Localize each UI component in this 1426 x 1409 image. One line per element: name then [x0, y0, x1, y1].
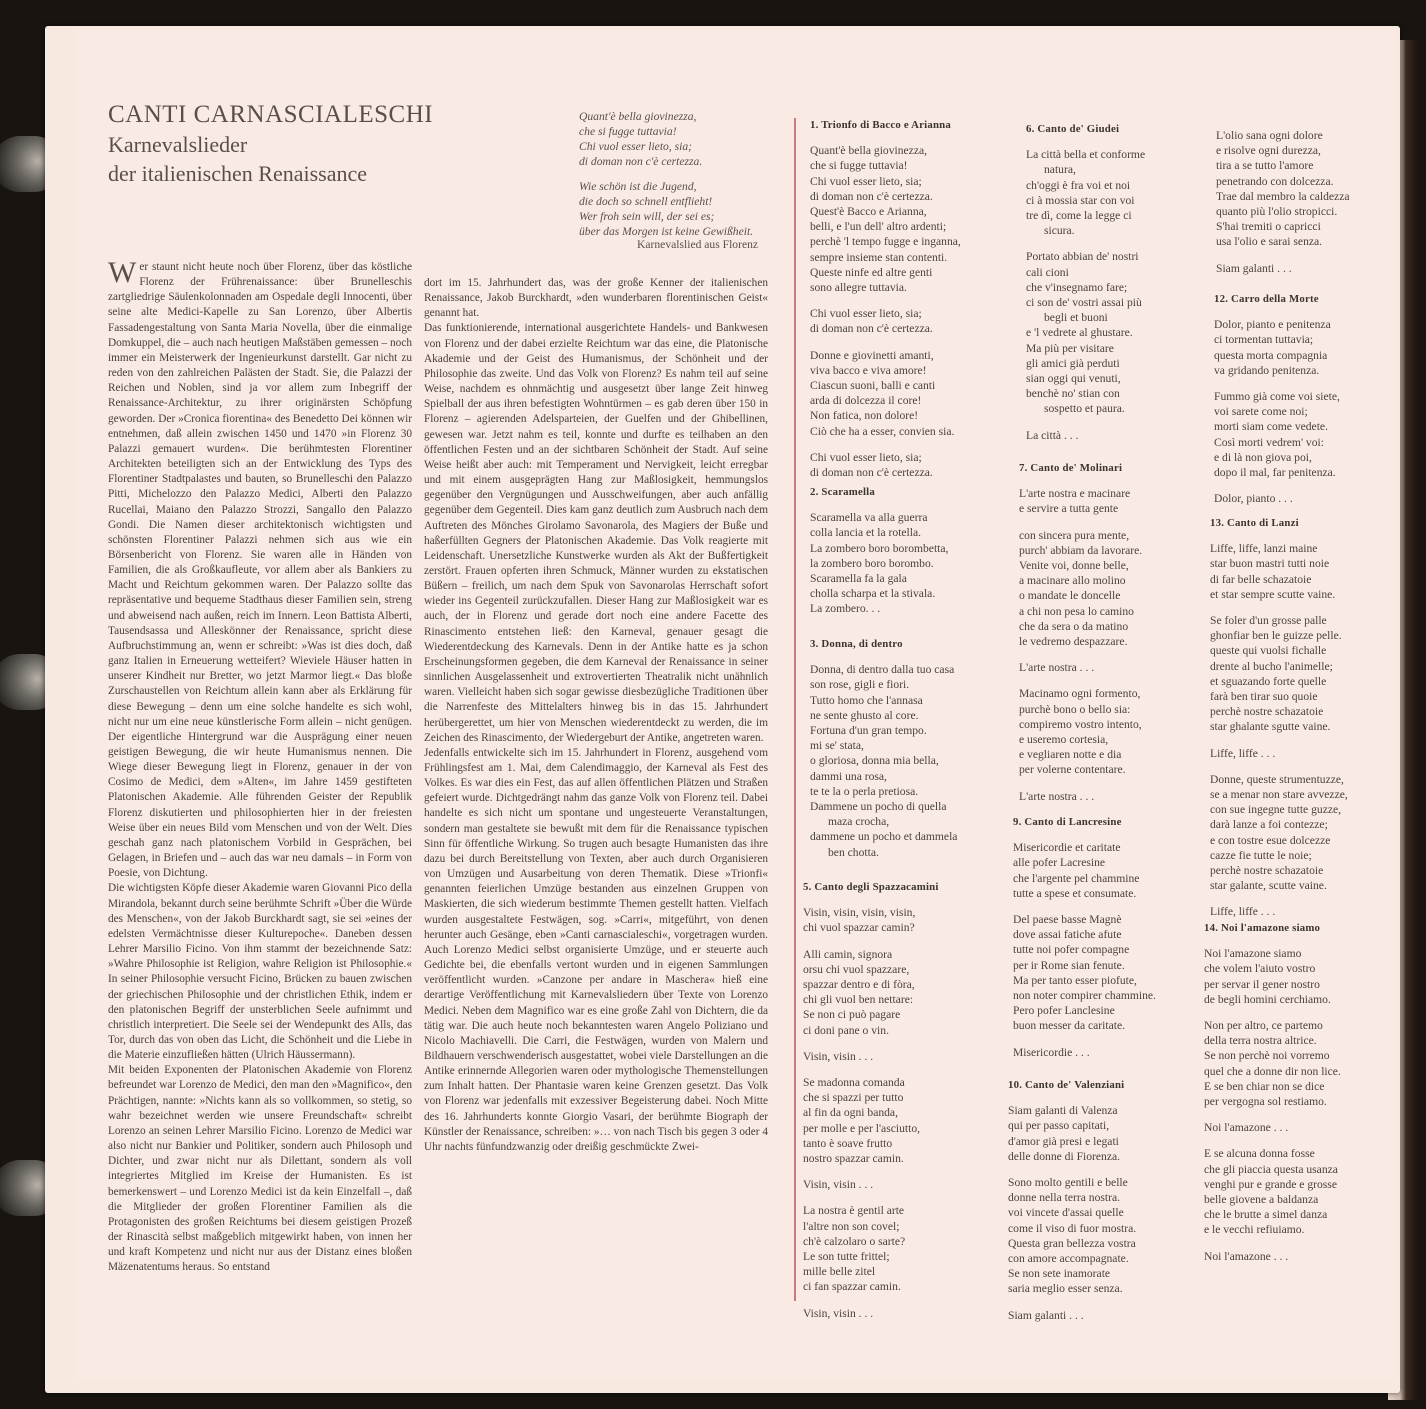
stanza-gap: [803, 936, 993, 947]
song-line: che le brutte a simel danza: [1204, 1208, 1328, 1222]
song-12: [1214, 292, 1384, 506]
stanza-gap: [1019, 517, 1189, 528]
stanza-gap: [1019, 778, 1189, 789]
song-line: te te la o perla pretiosa.: [810, 784, 919, 798]
stanza-gap: [803, 1192, 993, 1203]
song-line: se a menar non stare avvezze,: [1210, 788, 1348, 802]
column-divider: [794, 118, 796, 1301]
song-line: d'amor già presi e legati: [1008, 1134, 1119, 1148]
stanza-gap: [1214, 378, 1384, 389]
song-line: ne sente ghusto al core.: [810, 708, 919, 722]
essay-column-1: [108, 256, 412, 1275]
song-line: l'altre non son covel;: [803, 1219, 900, 1233]
song-line: et sguazando forte quelle: [1210, 674, 1327, 688]
song-line: dammi una rosa,: [810, 769, 887, 783]
song-line: per molle e per l'asciutto,: [803, 1121, 921, 1135]
song-line: questa morta compagnia: [1214, 348, 1328, 362]
song-line: Tutto homo che l'annasa: [810, 693, 923, 707]
song-line: Ciò che ha a esser, convien sia.: [810, 424, 955, 438]
song-line: e servire a tutta gente: [1019, 502, 1119, 516]
song-line: e di là non giova poi,: [1214, 450, 1312, 464]
song-line: la zombero boro borombo.: [810, 556, 934, 570]
song-7: [1019, 461, 1189, 804]
song-line: donne nella terra nostra.: [1008, 1191, 1121, 1205]
song-line: alle pofer Lacresine: [1013, 856, 1106, 870]
essay-paragraph: Die wichtigsten Köpfe dieser Akademie waren Giovanni Pico della Mirandola, bekannt durch seine berühmte Schrift »Über die Würde des Menschen«, von der Jakob Burckhardt sagt, sie sei »eines der edelsten Vermächtnisse dieser Kulturepoche«. Daneben dessen Lehrer Marsilio Ficino. Von ihm stammt der bezeichnende Satz: »Wahre Philosophie ist Religion, wahre Religion ist Philosophie.« In seiner Philosophie versucht Ficino, Brücken zu bauen zwischen der griechischen Philosophie und der christlichen Ethik, indem er den platonischen Begriff der unsterblichen Seele aufnimmt und christlich interpretiert. Die Seele sei der Wendepunkt des Alls, das Tor, durch das von oben das Licht, die Schönheit und die Liebe in die Materie einzufließen hätten (Ulrich Häussermann).: [108, 882, 412, 1062]
song-line: sian oggi qui venuti,: [1026, 372, 1121, 386]
stanza-gap: [1008, 1297, 1178, 1308]
song-line: morti siam come vedete.: [1214, 420, 1328, 434]
song-1: [810, 118, 1000, 480]
essay-column-2: [424, 276, 768, 1155]
song-line: sicura.: [1044, 224, 1075, 238]
song-line: buon messer da caritate.: [1013, 1019, 1126, 1033]
song-title: 13. Canto di Lanzi: [1210, 517, 1299, 529]
epigraph-line: Chi vuol esser lieto, sia;: [579, 140, 693, 153]
song-6: [1026, 122, 1196, 443]
song-line: ghonfiar ben le guizze pelle.: [1210, 629, 1342, 643]
stanza-gap: [1204, 1007, 1384, 1018]
song-line: L'olio sana ogni dolore: [1216, 129, 1323, 142]
song-line: Del paese basse Magnè: [1013, 913, 1122, 927]
song-line: della terra nostra altrice.: [1204, 1034, 1317, 1048]
stanza-gap: [1019, 649, 1189, 660]
song-line: ci tormentan tuttavia;: [1214, 333, 1314, 347]
song-line: che l'argente pel chammine: [1013, 871, 1140, 885]
song-line: perchè nostre schazatoie: [1210, 864, 1324, 878]
song-line: Liffe, liffe, lanzi maine: [1210, 542, 1318, 556]
song-line: purchè bono o bello sia:: [1019, 702, 1131, 716]
song-line: Se non sete inamorate: [1008, 1267, 1111, 1281]
song-line: ch'è calzolaro o sarte?: [803, 1234, 906, 1248]
song-line: Fummo già come voi siete,: [1214, 390, 1340, 404]
song-line: compiremo vostro intento,: [1019, 717, 1142, 731]
song-line: voi vincete d'assai quelle: [1008, 1206, 1124, 1220]
song-line: e con tostre esue dolcezze: [1210, 833, 1331, 847]
essay-paragraph: Mit beiden Exponenten der Platonischen Akademie von Florenz befreundet war Lorenzo de Medici, den man den »Magnifico«, den Prächtigen, nannte: »Nichts kann als so vollkommen, so stetig, so wahr bezeichnet werden wie unsere Freundschaft« schreibt Lorenzo an seinen Lehrer Marsilio Ficino. Lorenzo de Medici war also nicht nur Bankier und Politiker, sondern auch Philosoph und Dichter, und zwar nicht nur als Dilettant, sondern als voll integriertes Mitglied im Kreise der Humanisten. Es ist bemerkenswert – und Lorenzo Medici ist da kein Einzelfall –, daß die Mitglieder der großen Florentiner Familien als die Protagonisten des großen Reichtums bei diesem geistigen Prozeß der Rinascità selbst maßgeblich mitgewirkt haben, von innen her und kraft Kompetenz und nicht nur aus der Distanz eines bloßen Mäzenatentums heraus. So entstand: [108, 1064, 412, 1274]
song-line: che si spazzi per tutto: [803, 1091, 904, 1105]
subtitle-line-1: Karnevalslieder: [108, 132, 248, 157]
subtitle-line-2: der italienischen Renaissance: [108, 161, 368, 186]
song-line: Se non perchè noi vorremo: [1204, 1049, 1330, 1063]
song-line: e vegliaren notte e dia: [1019, 748, 1122, 762]
song-line: dove assai fatiche afute: [1013, 928, 1122, 942]
stanza-gap: [1210, 602, 1380, 613]
stanza-gap: [803, 1064, 993, 1075]
song-line: Liffe, liffe . . .: [1210, 905, 1276, 919]
song-line: delle donne di Fiorenza.: [1008, 1149, 1121, 1163]
song-line: Liffe, liffe . . .: [1210, 746, 1276, 760]
song-line: La zombero. . .: [810, 602, 881, 616]
stanza-gap: [1210, 761, 1380, 772]
song-line: Se foler d'un grosse palle: [1210, 614, 1327, 628]
song-title: 10. Canto de' Valenziani: [1008, 1079, 1125, 1091]
song-line: L'arte nostra . . .: [1019, 789, 1095, 803]
song-line: star buon mastri tutti noie: [1210, 557, 1330, 571]
song-line: Trae dal membro la caldezza: [1216, 189, 1350, 203]
stanza-gap: [1210, 893, 1380, 904]
song-title: 12. Carro della Morte: [1214, 293, 1319, 305]
stanza-gap: [1019, 675, 1189, 686]
song-line: che da sera o da matino: [1019, 619, 1129, 633]
song-line: Ma per tanto esser piofute,: [1013, 973, 1137, 987]
song-line: sono allegre tuttavia.: [810, 281, 907, 295]
song-line: a macinare allo molino: [1019, 574, 1126, 588]
song-line: queste qui vuolsi fichalle: [1210, 644, 1327, 658]
drop-cap: W: [108, 256, 137, 289]
song-line: saria meglio esser senza.: [1008, 1282, 1123, 1296]
song-line: et star sempre scutte vaine.: [1210, 587, 1336, 601]
song-line: S'hai tremiti o capricci: [1216, 220, 1321, 234]
essay-paragraph: dort im 15. Jahrhundert das, was der große Kenner der italienischen Renaissance, Jakob Burckhardt, »den wunderbaren florentinischen Geist« genannt hat.: [424, 277, 768, 320]
essay-paragraph: Das funktionierende, international ausgerichtete Handels- und Bankwesen von Florenz und der dabei erzielte Reichtum war das eine, die Platonische Akademie und der Geist des Humanismus, der Schönheit und der Philosophie das zweite. Und das Volk von Florenz? Es nahm teil auf seine Weise, nachdem es ohnmächtig und ausgesetzt über lange Zeit hinweg Spielball der aus ihren befestigten Wohntürmen – es gab deren über 150 in Florenz – agierenden Adelsparteien, der Guelfen und der Ghibellinen, gewesen war. Jetzt nahm es teil, konnte und durfte es teilhaben an den öffentlichen Festen und an der sichtbaren Schönheit der Stadt. Auf seine Weise heißt aber auch: mit Temperament und Nervigkeit, leicht erregbar und mit einem ausgeprägten Hang zur Maßlosigkeit, hemmungslos gegenüber den Vergnügungen und Ausschweifungen, aber auch anfällig gegenüber dem Gegenteil. Dies kam ganz deutlich zum Ausbruch nach dem Auftreten des Mönches Girolamo Savonarola, des Magiers der Buße und haßerfüllten Gegners der Platonischen Akademie. Das Volk reagierte mit Leidenschaft. Unersetzliche Kunstwerke wurden als Akt der Bußfertigkeit zerstört. Frauen opferten ihren Schmuck, Männer wurden zu ekstatischen Büßern – freilich, um nach dem Spuk von Savonarolas Herrschaft sofort wieder ins Gegenteil zurückzufallen. Dieser Hang zur Maßlosigkeit war es auch, der in Florenz und gerade dort noch eine andere Facette des Rinascimento entstehen ließ: den Karneval, genauer gesagt die Wiederentdeckung des Karnevals. Denn in der Antike hatte es ja schon Erscheinungsformen gegeben, die dem Karneval der Renaissance in seiner sinnlichen Ausgelassenheit und extrovertierten Theatralik nicht unähnlich waren. Vielleicht haben sich sogar gewisse diesbezügliche Traditionen über die Narrenfeste des Mittelalters hinweg bis in das 15. Jahrhundert herübergerettet, um hier von Menschen wiederentdeckt zu werden, die im Zeichen des Rinascimento, der Wiedergeburt der Antike, angetreten waren.: [424, 322, 768, 744]
song-line: Se non ci può pagare: [803, 1008, 901, 1022]
song-line: e useremo cortesia,: [1019, 733, 1109, 747]
song-line: Visin, visin . . .: [803, 1049, 874, 1063]
song-line: cali cioni: [1026, 265, 1069, 279]
song-line: Donna, di dentro dalla tuo casa: [810, 663, 955, 677]
song-line: Noi l'amazone siamo: [1204, 947, 1302, 961]
song-line: purch' abbiam da lavorare.: [1019, 543, 1143, 557]
song-line: usa l'olio e sarai senza.: [1216, 235, 1323, 249]
song-line: Noi l'amazone . . .: [1204, 1121, 1289, 1135]
song-line: o mandate le doncelle: [1019, 589, 1121, 603]
song-line: ci à mossia star con voi: [1026, 193, 1135, 207]
song-line: perchè 'l tempo fugge e inganna,: [810, 235, 961, 249]
song-line: di doman non c'è certezza.: [810, 189, 933, 203]
stanza-gap: [803, 1166, 993, 1177]
song-line: qui per passo capitati,: [1008, 1119, 1110, 1133]
song-line: tre dì, come la legge ci: [1026, 209, 1132, 223]
song-line: Fortuna d'un gran tempo.: [810, 724, 927, 738]
song-line: Questa gran bellezza vostra: [1008, 1236, 1136, 1250]
epigraph-source: Karnevalslied aus Florenz: [637, 238, 759, 251]
song-line: chi vuol spazzar camin?: [803, 921, 915, 935]
song-2: [810, 485, 1000, 617]
song-line: maza crocha,: [828, 815, 890, 829]
stanza-gap: [1008, 1164, 1178, 1175]
song-line: Se madonna comanda: [803, 1076, 905, 1090]
song-line: chi gli vuol ben nettare:: [803, 993, 914, 1007]
song-line: arda di dolcezza il core!: [810, 394, 922, 408]
song-line: di far belle schazatoie: [1210, 572, 1312, 586]
song-line: ci doni pane o vin.: [803, 1023, 889, 1037]
song-line: Siam galanti . . .: [1008, 1308, 1084, 1322]
song-title: 3. Donna, di dentro: [810, 638, 903, 650]
stanza-gap: [810, 439, 1000, 450]
song-line: begli et buoni: [1044, 311, 1108, 325]
song-line: e le vecchi refiuiamo.: [1204, 1223, 1305, 1237]
stanza-gap: [803, 1295, 993, 1306]
song-line: sospetto et paura.: [1044, 402, 1125, 416]
song-line: Donne, queste strumentuzze,: [1210, 772, 1344, 786]
song-line: E se alcuna donna fosse: [1204, 1147, 1315, 1161]
stanza-gap: [810, 337, 1000, 348]
epigraph: [579, 109, 779, 239]
song-line: che si fugge tuttavia!: [810, 159, 908, 173]
stanza-gap: [1214, 480, 1384, 491]
song-line: per ir Rome sian fenute.: [1013, 958, 1125, 972]
epigraph-line: Wer froh sein will, der sei es;: [579, 210, 715, 223]
song-title: 5. Canto degli Spazzacamini: [803, 881, 939, 893]
song-line: con sincera pura mente,: [1019, 528, 1130, 542]
stanza-gap: [1210, 735, 1380, 746]
song-line: ben chotta.: [828, 845, 879, 859]
song-5: [803, 880, 993, 1321]
song-line: Misericordie et caritate: [1013, 841, 1121, 855]
song-line: Così morti vedrem' voi:: [1214, 435, 1324, 449]
song-line: Visin, visin . . .: [803, 1306, 874, 1320]
song-title: 7. Canto de' Molinari: [1019, 462, 1123, 474]
song-title: 14. Noi l'amazone siamo: [1204, 922, 1321, 934]
song-line: Visin, visin, visin, visin,: [803, 906, 916, 920]
essay-paragraph: Wer staunt nicht heute noch über Florenz, über das köstliche Florenz der Frührenaissance: über Brunelleschis zartgliedrige Säulenkolonnaden am Ospedale degli Innocenti, über seine alte Medici-Kapelle zu San Lorenzo, über Albertis Fassadengestaltung von Santa Maria Novella, über die einmalige Domkuppel, die – auch nach heutigen Maßstäben gemessen – noch immer ein Meisterwerk der Ingenieurkunst darstellt. Gar nicht zu reden von den zahlreichen Palästen der Stadt. Sie, die Palazzi der Reichen und Noblen, sind ja vor allem zum Inbegriff der Renaissance-Architektur, zu ihrer originärsten Schöpfung geworden. Der »Cronica fiorentina« des Benedetto Dei können wir entnehmen, daß allein zwischen 1450 und 1470 »in Florenz 30 Palazzi gemauert wurden«. Die berühmtesten Florentiner Architekten beteiligten sich an der Entwicklung des Typs des Florentiner Stadtpalastes und bauten, so Brunelleschi den Palazzo Pitti, Michelozzo den Palazzo Medici, Alberti den Palazzo Rucellai, Maiano den Palazzo Strozzi, Sangallo den Palazzo Gondi. Die Namen dieser architektonisch wichtigsten und schönsten Florentiner Palazzi nehmen sich aus wie ein Börsenbericht von Florenz. Sie waren alle in Händen von Familien, die als Großkaufleute, vor allem aber als Bankiers zu Macht und Reichtum gekommen waren. Der Palazzo sollte das repräsentative und bequeme Stadthaus dieser Familien sein, streng und abweisend nach außen, reich im Innern. Leon Battista Alberti, Tausendsassa und Alleskönner der Renaissance, spricht diese Aufbruchstimmung an, wenn er schreibt: »Was ist dies doch, daß ganz Italien in Erneuerung wetteifert? Wieviele Häuser hatten in unserer Kindheit nur Bretter, wo jetzt Marmor liegt.« Das bloße Zurschaustellen von Reichtum allein kann aber als Erklärung für diese Bewegung – denn um eine solche handelte es sich wohl, nicht nur um eine neue künstlerische Form allein – nicht genügen. Der eigentliche Hintergrund war die Ausprägung einer neuen geistigen Bewegung, die wir heute Humanismus nennen. Die Wiege dieser Bewegung liegt in Florenz, genauer in der von Cosimo de Medici, dem »Alten«, im Jahre 1459 gestifteten Platonischen Akademie. Alle führenden Geister der Republik Florenz diskutierten und philosophierten hier in der freiesten Weise über ein neues Bild vom Menschen und von der Welt. Dies geschah ganz nach platonischem Vorbild in Gesprächen, bei Gelagen, in Briefen und – auch das war neu damals – in Form von Poesie, von Dichtung.: [108, 256, 412, 880]
song-line: drente al bucho l'animelle;: [1210, 659, 1333, 673]
song-line: Non per altro, ce partemo: [1204, 1019, 1323, 1033]
stanza-gap: [1204, 1238, 1384, 1249]
song-line: belle giovene a baldanza: [1204, 1193, 1319, 1207]
song-line: dammene un pocho et dammela: [810, 830, 958, 844]
epigraph-line: die doch so schnell entflieht!: [579, 195, 713, 208]
stanza-gap: [1026, 417, 1196, 428]
song-line: darà lanze a foi contezze;: [1210, 818, 1328, 832]
song-line: Alli camin, signora: [803, 947, 893, 961]
song-line: e 'l vedrete al ghustare.: [1026, 326, 1133, 340]
song-title: 9. Canto di Lancresine: [1013, 816, 1122, 828]
song-line: L'arte nostra . . .: [1019, 661, 1095, 675]
song-line: dopo il mal, far penitenza.: [1214, 466, 1336, 480]
epigraph-line: Wie schön ist die Jugend,: [579, 180, 697, 193]
epigraph-line: di doman non c'è certezza.: [579, 155, 703, 168]
song-line: cazze fie tutte le noie;: [1210, 848, 1312, 862]
song-line: Ma più per visitare: [1026, 341, 1114, 355]
song-line: E se ben chiar non se dice: [1204, 1079, 1325, 1093]
song-line: tutte noi pofer compagne: [1013, 943, 1130, 957]
song-line: belli, e l'un dell' altro ardenti;: [810, 220, 947, 234]
song-line: quel che a donne dir non lice.: [1204, 1064, 1341, 1078]
song-line: le vedremo despazzare.: [1019, 635, 1128, 649]
song-13: [1210, 516, 1380, 920]
song-title: 6. Canto de' Giudei: [1026, 123, 1120, 135]
song-line: Portato abbian de' nostri: [1026, 250, 1139, 264]
page-title: CANTI CARNASCIALESCHI: [108, 101, 434, 128]
song-line: cholla scharpa et la stivala.: [810, 587, 936, 601]
song-line: tutte a spese et consumate.: [1013, 886, 1137, 900]
song-3: [810, 637, 1000, 860]
song-line: benchè no' stian con: [1026, 387, 1120, 401]
song-line: Chi vuol esser lieto, sia;: [810, 307, 922, 321]
song-line: mi se' stata,: [810, 739, 864, 753]
song-line: Scaramella fa la gala: [810, 572, 907, 586]
song-9: [1013, 815, 1183, 1060]
song-line: che gli piaccia questa usanza: [1204, 1162, 1338, 1176]
song-line: al fin da ogni banda,: [803, 1106, 898, 1120]
song-line: Dolor, pianto e penitenza: [1214, 318, 1331, 332]
song-line: non noter compirer chammine.: [1013, 989, 1156, 1003]
song-line: Non fatica, non dolore!: [810, 409, 919, 423]
stanza-gap: [1013, 901, 1183, 912]
song-line: Siam galanti di Valenza: [1008, 1104, 1118, 1118]
song-line: Quest'è Bacco e Arianna,: [810, 205, 927, 219]
song-line: star galante, scutte vaine.: [1210, 879, 1327, 893]
song-line: Donne e giovinetti amanti,: [810, 348, 934, 362]
song-line: Scaramella va alla guerra: [810, 511, 928, 525]
song-line: ci fan spazzar camin.: [803, 1280, 901, 1294]
song-line: come il viso di fuor mostra.: [1008, 1221, 1137, 1235]
page-subtitle: [108, 130, 367, 188]
song-line: che v'insegnamo fare;: [1026, 280, 1128, 294]
song-line: Sono molto gentili e belle: [1008, 1176, 1128, 1190]
song-line: mille belle zitel: [803, 1265, 876, 1279]
stanza-gap: [1216, 250, 1386, 261]
song-line: farà ben tirar suo quoie: [1210, 690, 1318, 704]
epigraph-line: über das Morgen ist keine Gewißheit.: [579, 225, 754, 238]
song-line: ci son de' vostri assai più: [1026, 296, 1142, 310]
song-line: Ciascun suoni, balli e canti: [810, 379, 936, 393]
song-line: e risolve ogni durezza,: [1216, 144, 1321, 158]
song-line: perchè nostre schazatoie: [1210, 705, 1324, 719]
stanza-gap: [803, 1038, 993, 1049]
song-line: Noi l'amazone . . .: [1204, 1249, 1289, 1263]
song-line: di doman non c'è certezza.: [810, 466, 933, 480]
song-line: La zombero boro borombetta,: [810, 541, 949, 555]
song-line: Siam galanti . . .: [1216, 261, 1292, 275]
song-line: tanto è soave frutto: [803, 1136, 893, 1150]
song-line: Misericordie . . .: [1013, 1045, 1090, 1059]
song-14: [1204, 921, 1384, 1264]
song-line: Quant'è bella giovinezza,: [810, 144, 928, 158]
song-line: per vergogna sol restiamo.: [1204, 1095, 1327, 1109]
song-line: Chi vuol esser lieto, sia;: [810, 450, 922, 464]
song-line: Visin, visin . . .: [803, 1178, 874, 1192]
stanza-gap: [1204, 1135, 1384, 1146]
song-line: a chi non pesa lo camino: [1019, 604, 1134, 618]
song-line: per volerne contentare.: [1019, 763, 1126, 777]
song-line: penetrando con dolcezza.: [1216, 174, 1334, 188]
song-line: Dolor, pianto . . .: [1214, 492, 1293, 506]
song-line: Queste ninfe ed altre genti: [810, 265, 933, 279]
song-line: Venite voi, donne belle,: [1019, 559, 1129, 573]
song-line: per servar il gener nostro: [1204, 977, 1320, 991]
song-line: orsu chi vuol spazzare,: [803, 962, 910, 976]
song-line: Dammene un pocho di quella: [810, 800, 947, 814]
song-line: con sue ingegne tutte guzze,: [1210, 803, 1342, 817]
song-line: Macinamo ogni formento,: [1019, 687, 1141, 701]
song-line: L'arte nostra e macinare: [1019, 487, 1131, 501]
song-line: tira a se tutto l'amore: [1216, 159, 1314, 173]
song-line: de begli homini cerchiamo.: [1204, 992, 1331, 1006]
stanza-gap: [1204, 1109, 1384, 1120]
song-line: sempre insieme stan contenti.: [810, 250, 948, 264]
song-line: voi sarete come noi;: [1214, 405, 1308, 419]
song-title: 2. Scaramella: [810, 486, 875, 498]
song-line: va gridando penitenza.: [1214, 363, 1320, 377]
stanza-gap: [1013, 1034, 1183, 1045]
song-line: ch'oggi è fra voi et noi: [1026, 178, 1131, 192]
song-line: gli amici già perduti: [1026, 356, 1120, 370]
song-line: La nostra è gentil arte: [803, 1204, 905, 1218]
song-line: colla lancia et la rotella.: [810, 526, 922, 540]
song-line: di doman non c'è certezza.: [810, 322, 933, 336]
song-line: spazzar dentro e di fòra,: [803, 978, 915, 992]
song-line: La città . . .: [1026, 428, 1079, 442]
song-title: 1. Trionfo di Bacco e Arianna: [810, 119, 951, 131]
epigraph-line: che si fugge tuttavia!: [579, 125, 677, 138]
song-line: venghi pur e grande e grosse: [1204, 1177, 1337, 1191]
essay-paragraph: Jedenfalls entwickelte sich im 15. Jahrhundert in Florenz, ausgehend vom Frühlingsfest am 1. Mai, dem Calendimaggio, der Karneval als Fest des Volkes. Es war dies ein Fest, das auf allen öffentlichen Plätzen und Straßen gefeiert wurde. Dichtgedrängt nahm das ganze Volk von Florenz teil. Dabei handelte es sich nicht um spontane und ungesteuerte Veranstaltungen, sondern man gestaltete sie bewußt mit dem für die Renaissance typischen Sinn für öffentliche Wirkung. So trugen auch besagte Humanisten das ihre dazu bei durch Bereitstellung von Texten, aber auch durch Organisieren von Umzügen und Ausarbeitung von deren Thematik. Diese »Trionfi« genannten feierlichen Umzüge bestanden aus einzelnen Gruppen von Maskierten, die sich wiederum bestimmte Themen gestellt hatten. Vielfach wurden ausgestaltete Festwägen, sog. »Carri«, mitgeführt, von denen herunter auch Gesänge, eben »Canti carnascialeschi«, vorgetragen wurden. Auch Lorenzo Medici selbst organisierte Umzüge, und er steuerte auch Gedichte bei, die ebenfalls vertont wurden und in eigenen Sammlungen veröffentlicht wurden. »Canzone per andare in Maschera« hieß eine derartige Veröffentlichung mit Karnevalsliedern über Texte von Lorenzo Medici. Neben dem Magnifico war es eine große Zahl von Dichtern, die da tätig war. Die auch heute noch bekanntesten waren Angelo Poliziano und Nicolo Machiavelli. Die Carri, die Festwägen, wurden von Malern und Bildhauern verschwenderisch ausgestattet, wobei viele Darstellungen an die Antike erinnernde Allegorien waren oder mythologische Themenstellungen zum Inhalt hatten. Der Phantasie waren keine Grenzen gesetzt. Das Volk von Florenz war jedenfalls mit exzessiver Begeisterung dabei. Noch Mitte des 16. Jahrhunderts konnte Giorgio Vasari, der berühmte Biograph der Künstler der Renaissance, schreiben: »… von nach Tisch bis gegen 3 oder 4 Uhr nachts fünfundzwanzig oder dreißig geschmückte Zwei-: [424, 746, 768, 1153]
song-line: viva bacco e viva amore!: [810, 363, 927, 377]
song-10-continued: [1216, 128, 1386, 276]
song-10: [1008, 1078, 1178, 1323]
song-line: con amore accompagnate.: [1008, 1252, 1129, 1266]
song-line: Chi vuol esser lieto, sia;: [810, 174, 922, 188]
song-line: Pero pofer Lanclesine: [1013, 1004, 1115, 1018]
song-line: natura,: [1044, 163, 1076, 177]
stanza-gap: [1026, 238, 1196, 249]
song-line: Le son tutte frittel;: [803, 1250, 890, 1264]
song-line: son rose, gigli e fiori.: [810, 678, 910, 692]
song-line: che volem l'aiuto vostro: [1204, 962, 1316, 976]
song-line: nostro spazzar camin.: [803, 1152, 904, 1166]
stanza-gap: [810, 295, 1000, 306]
song-line: o gloriosa, donna mia bella,: [810, 754, 939, 768]
song-line: quanto più l'olio stropicci.: [1216, 205, 1338, 219]
epigraph-line: Quant'è bella giovinezza,: [579, 110, 697, 123]
song-line: La città bella et conforme: [1026, 148, 1146, 162]
song-line: star ghalante sgutte vaine.: [1210, 720, 1331, 734]
